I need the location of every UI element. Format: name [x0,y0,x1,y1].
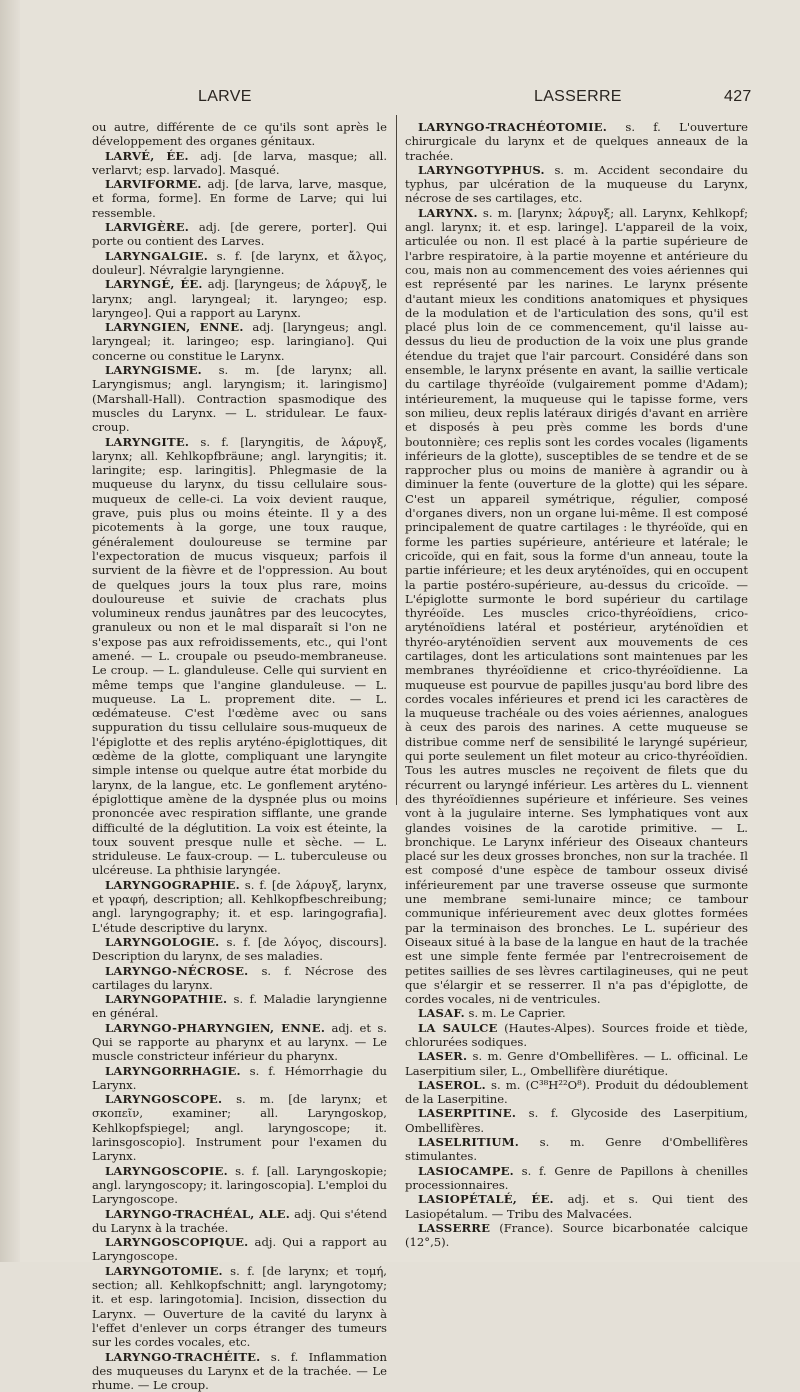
entry-headword: LARYNGITE. [105,434,190,449]
dictionary-entry [92,1264,387,1350]
entry-definition: s. f. Nécrose des cartilages du larynx. [92,963,387,992]
entry-headword: LARYNGÉ, ÉE. [105,277,203,292]
entry-headword: LARYNGOGRAPHIE. [105,877,240,892]
entry-definition: s. m. Genre d'Ombellifères stimulantes. [405,1135,748,1164]
entry-definition: ou autre, différente de ce qu'ils sont après le développement des organes génitaux. [92,120,387,149]
entry-definition: (France). Source bicarbonatée calcique (12°,5). [405,1220,748,1250]
entry-definition: s. f. [laryngitis, de λάρυγξ, larynx; all. Kehlkopfbräune; angl. laryngitis; it. laringite; esp. laringitis]. Phlegmasie de la muqueuse du larynx, du tissu cellulaire sous-muqueux de celle-ci. La voix devient rauque, grave, puis plus ou moins éteinte. Il y a des picotements à la gorge, une toux rauque, généralement douloureuse se termine par l'expectoration de mucus visqueux; parfois il survient de la fièvre et de l'oppression. Au bout de quelques jours la toux plus rare, moins douloureuse et suivie de crachats plus volumineux rendus jaunâtres par des leucocytes, granuleux ou non et le mal disparaît si l'on ne s'expose pas aux refroidissements, etc., qui l'ont amené. — L. croupale ou pseudo-membraneuse. Le croup. — L. glanduleuse. Celle qui survient en même temps que l'angine glanduleuse. — L. muqueuse. La L. proprement dite. — L. œdémateuse. C'est l'œdème avec ou sans suppuration du tissu cellulaire sous-muqueux de l'épiglotte et des replis aryténo-épiglottiques, dit œdème de la glotte, compliquant une laryngite simple intense ou quelque autre état morbide du larynx, de la langue, etc. Le gonflement aryténo-épiglottique amène de la dyspnée plus ou moins prononcée avec respiration sifflante, une grande difficulté de la déglutition. La voix est éteinte, la toux souvent presque nulle et sèche. — L. striduleuse. Le faux-croup. — L. tuberculeuse ou ulcéreuse. La phthisie laryngée. [92,434,387,878]
dictionary-entry [92,1021,387,1064]
dictionary-entry [405,1221,748,1250]
dictionary-entry [92,992,387,1021]
entry-headword: LASEROL. [418,1077,486,1092]
entry-headword: LARYNGOTOMIE. [105,1263,223,1278]
entry-headword: LARVIGÈRE. [105,220,190,235]
entry-definition: s. f. L'ouverture chirurgicale du larynx et de quelques anneaux de la trachée. [405,120,748,163]
entry-headword: LASER. [418,1049,468,1064]
column-divider [396,115,397,805]
entry-definition: adj. Qui s'étend du Larynx à la trachée. [92,1206,387,1235]
dictionary-entry [405,1192,748,1221]
dictionary-entry [405,206,748,1007]
entry-headword: LARYNGOPATHIE. [105,992,228,1007]
dictionary-entry [92,149,387,178]
dictionary-entry [405,163,748,206]
entry-headword: LASERPITINE. [418,1106,517,1121]
entry-definition: s. m. Accident secondaire du typhus, par ulcération de la muqueuse du Larynx, nécrose de ses cartilages, etc. [405,162,748,206]
running-head-right: LASSERRE [534,88,622,105]
entry-definition: s. m. Le Caprier. [464,1006,566,1021]
entry-headword: LARYNX. [418,205,478,220]
dictionary-entry [92,277,387,320]
entry-definition: s. m. Genre d'Ombellifères. — L. officinal. Le Laserpitium siler, L., Ombellifère diurétique. [405,1049,748,1078]
dictionary-entry [405,1106,748,1135]
entry-definition: adj. [de larva, masque; all. verlarvt; esp. larvado]. Masqué. [92,148,388,177]
entry-headword: LARYNGOSCOPIE. [105,1163,228,1178]
entry-definition: (Hautes-Alpes). Sources froide et tiède, chlorurées sodiques. [405,1020,748,1049]
dictionary-entry [92,878,387,935]
dictionary-entry [92,1064,387,1093]
dictionary-entry [405,1006,748,1020]
left-column [92,120,387,1392]
entry-definition: s. f. [all. Laryngoskopie; angl. laryngoscopy; it. laringoscopia]. L'emploi du Laryngoscope. [92,1163,387,1207]
entry-headword: LASAF. [418,1006,465,1021]
dictionary-entry [92,1207,387,1236]
entry-definition: adj. [laryngeus; de λάρυγξ, le larynx; angl. laryngeal; it. laryngeo; esp. laryngeo]. Qui a rapport au Larynx. [92,277,387,320]
dictionary-entry [405,1021,748,1050]
entry-definition: s. m. (C³⁸H²²O⁸). Produit du dédoublement de la Laserpitine. [405,1077,748,1107]
dictionary-entry [92,220,387,249]
entry-definition: s. f. [de λόγος, discours]. Description du larynx, de ses maladies. [92,934,387,964]
dictionary-entry [92,1164,387,1207]
entry-headword: LA SAULCE [418,1020,498,1035]
entry-definition: s. f. Inflammation des muqueuses du Larynx et de la trachée. — Le rhume. — Le croup. [92,1349,387,1392]
page-number: 427 [724,88,752,105]
entry-definition: adj. Qui a rapport au Laryngoscope. [92,1235,387,1264]
entry-headword: LARYNGO-TRACHÉAL, ALE. [105,1206,290,1221]
entry-headword: LARYNGO-TRACHÉITE. [105,1349,261,1364]
entry-headword: LASELRITIUM. [418,1135,519,1150]
entry-definition: s. f. Hémorrhagie du Larynx. [92,1063,387,1092]
dictionary-entry [92,320,387,363]
entry-definition: adj. et s. Qui tient des Lasiopétalum. — Tribu des Malvacées. [405,1192,748,1221]
entry-headword: LARYNGOSCOPE. [105,1092,223,1107]
dictionary-entry [92,1235,387,1264]
page-spine [0,0,20,1262]
dictionary-entry [405,120,748,163]
entry-headword: LARYNGISME. [105,363,202,378]
entry-headword: LASIOPÉTALÉ, ÉE. [418,1192,554,1207]
entry-definition: s. m. [de larynx; et σκοπεῖν, examiner; all. Laryngoskop, Kehlkopfspiegel; angl. laryngoscope; it. larinsgoscopio]. Instrument pour l'examen du Larynx. [92,1092,387,1164]
entry-definition: adj. [de larva, larve, masque, et forma, forme]. En forme de Larve; qui lui ressemble. [92,177,387,220]
dictionary-entry [405,1049,748,1078]
entry-definition: s. f. Glycoside des Laserpitium, Ombellifères. [405,1106,748,1135]
dictionary-entry [92,1350,387,1392]
entry-definition: s. f. Maladie laryngienne en général. [92,992,387,1021]
dictionary-entry [405,1135,748,1164]
entry-headword: LARYNGOSCOPIQUE. [105,1235,249,1250]
entry-definition: s. m. [de larynx; all. Laryngismus; angl. laryngism; it. laringismo] (Marshall-Hall). Contraction spasmodique des muscles du Larynx. — L. stridulear. Le faux-croup. [92,363,387,435]
entry-headword: LASSERRE [418,1220,491,1235]
entry-headword: LARYNGIEN, ENNE. [105,320,244,335]
entry-definition: s. f. Genre de Papillons à chenilles processionnaires. [405,1163,748,1192]
dictionary-entry [92,249,387,278]
running-head-left: LARVE [198,88,252,105]
dictionary-entry [92,964,387,993]
right-column [405,120,748,1249]
entry-definition: adj. [laryngeus; angl. laryngeal; it. laringeo; esp. laringiano]. Qui concerne ou constitue le Larynx. [92,320,387,363]
dictionary-entry [92,435,387,878]
entry-headword: LARYNGOLOGIE. [105,934,220,949]
dictionary-entry [92,177,387,220]
entry-definition: adj. et s. Qui se rapporte au pharynx et au larynx. — Le muscle constricteur inférieur du pharynx. [92,1020,387,1064]
dictionary-entry [92,1092,387,1163]
dictionary-entry [405,1078,748,1107]
entry-headword: LARYNGO-TRACHÉOTOMIE. [418,120,608,134]
entry-headword: LARYNGORRHAGIE. [105,1063,241,1078]
entry-definition: s. m. [larynx; λάρυγξ; all. Larynx, Kehlkopf; angl. larynx; it. et esp. laringe]. L'appareil de la voix, articulée ou non. Il est placé à la partie supérieure de l'arbre respiratoire, à la partie moyenne et antérieure du cou, mais non au commencement des voies aériennes qui est représenté par les narines. Le larynx présente d'autant mieux les conditions anatomiques et physiques de la modulation et de l'articulation des sons, qu'il est placé plus loin de ce commencement, qu'il laisse au-dessus du lieu de production de la voix une plus grande étendue du trajet que l'air parcourt. Considéré dans son ensemble, le larynx présente en avant, la saillie verticale du cartilage thyréoïde (vulgairement pomme d'Adam); intérieurement, la muqueuse qui le tapisse forme, vers son milieu, deux replis latéraux dirigés d'avant en arrière et disposés à peu près comme les bords d'une boutonnière; ces replis sont les cordes vocales (ligaments inférieurs de la glotte), susceptibles de se tendre et de se rapprocher plus ou moins de manière à agrandir ou à diminuer la fente (ouverture de la glotte) qui les sépare. C'est un appareil symétrique, régulier, composé d'organes divers, non un organe lui-même. Il est composé principalement de quatre cartilages : le thyréoïde, qui en forme les parties supérieure, antérieure et latérale; le cricoïde, qui en fait, sous la forme d'un anneau, toute la partie inférieure; et les deux aryténoïdes, qui en occupent la partie postéro-supérieure, au-dessus du cricoïde. — L'épiglotte surmonte le bord supérieur du cartilage thyréoïde. Les muscles crico-thyréoïdiens, crico-aryténoïdiens latéral et postérieur, aryténoïdien et thyréo-aryténoïdien servent aux mouvements de ces cartilages, dont les articulations sont maintenues par les membranes thyréoïdienne et crico-thyréoïdienne. La muqueuse est pourvue de papilles jusqu'au bord libre des cordes vocales inférieures et prend ici les caractères de la muqueuse trachéale ou des voies aériennes, analogues à ceux des parois des narines. A cette muqueuse se distribue comme nerf de sensibilité le laryngé supérieur, qui porte seulement un filet moteur au crico-thyréoïdien. Tous les autres muscles ne reçoivent de filets que du récurrent ou laryngé inférieur. Les artères du L. viennent des thyréoïdiennes supérieure et inférieure. Ses veines vont à la jugulaire interne. Ses lymphatiques vont aux glandes voisines de la carotide primitive. — L. bronchique. Le Larynx inférieur des Oiseaux chanteurs placé sur les deux grosses bronches, non sur la trachée. Il est composé d'une espèce de tambour osseux divisé inférieurement par une traverse osseuse que surmonte une membrane semi-lunaire mince; ce tambour communique inférieurement avec deux glottes formées par la terminaison des bronches. Le L. supérieur des Oiseaux situé à la base de la langue en haut de la trachée est une simple fente fermée par l'entrecroisement de petites saillies de ses lèvres cartilagineuses, qui ne peut que s'élargir et se resserrer. Il n'a pas d'épiglotte, de cordes vocales, ni de ventricules. [405,205,748,1007]
dictionary-entry [405,1164,748,1193]
entry-headword: LARYNGOTYPHUS. [418,162,545,177]
entry-headword: LARYNGO-NÉCROSE. [105,963,249,978]
entry-headword: LARYNGO-PHARYNGIEN, ENNE. [105,1020,326,1035]
dictionary-entry [92,363,387,434]
dictionary-entry [92,935,387,964]
dictionary-entry [92,120,387,149]
entry-definition: adj. [de gerere, porter]. Qui porte ou contient des Larves. [92,220,387,249]
entry-definition: s. f. [de λάρυγξ, larynx, et γραφή, description; all. Kehlkopfbeschreibung; angl. laryngography; it. et esp. laringografia]. L'étude descriptive du larynx. [92,877,387,935]
entry-headword: LASIOCAMPE. [418,1163,514,1178]
entry-headword: LARYNGALGIE. [105,248,208,263]
entry-definition: s. f. [de larynx, et ἄλγος, douleur]. Névralgie laryngienne. [92,248,387,277]
entry-definition: s. f. [de larynx; et τομή, section; all. Kehlkopfschnitt; angl. laryngotomy; it. et esp. laringotomia]. Incision, dissection du Larynx. — Ouverture de la cavité du larynx à l'effet d'enlever un corps étranger des tumeurs sur les cordes vocales, etc. [92,1263,387,1350]
entry-headword: LARVÉ, ÉE. [105,148,189,163]
entry-headword: LARVIFORME. [105,177,202,192]
